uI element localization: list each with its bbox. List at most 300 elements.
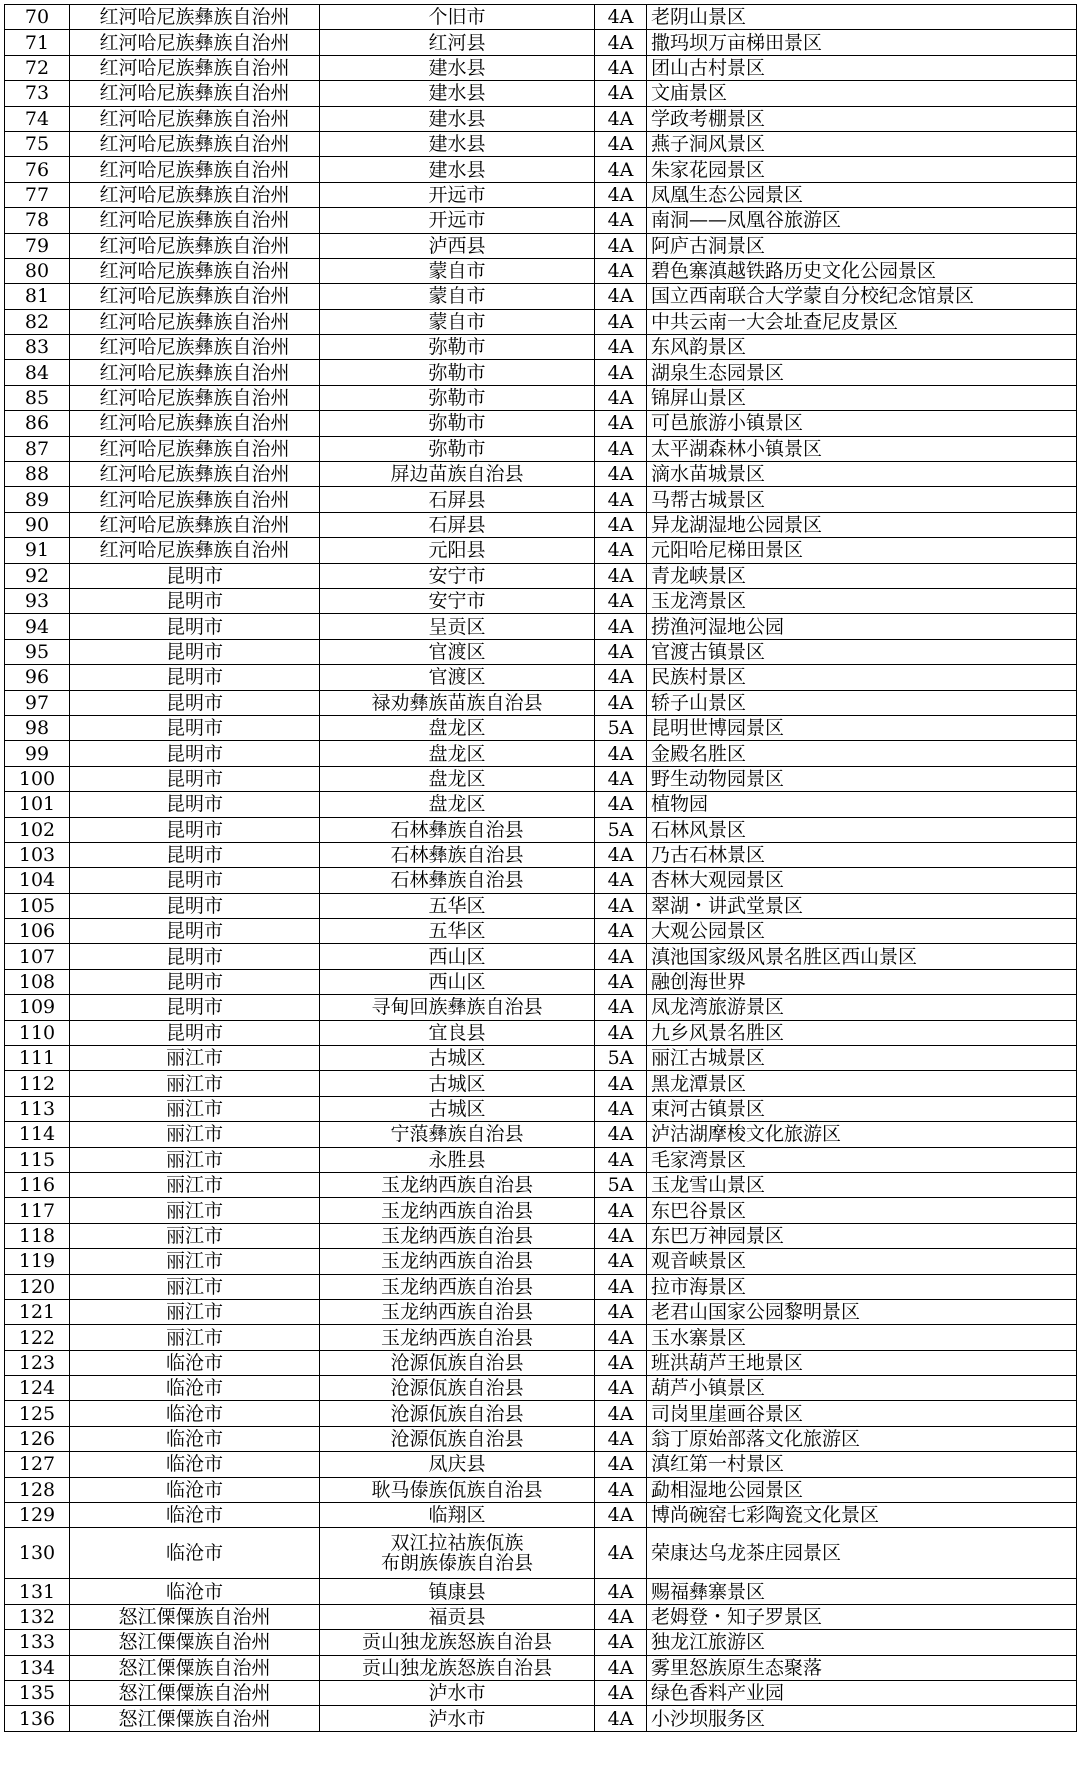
scenic-area-name-cell: 融创海世界 <box>647 969 1077 994</box>
prefecture-cell: 红河哈尼族彝族自治州 <box>70 233 320 258</box>
grade-cell: 4A <box>595 1198 647 1223</box>
table-row <box>5 639 1077 664</box>
grade-cell: 4A <box>595 1376 647 1401</box>
table-row <box>5 563 1077 588</box>
scenic-area-name-cell: 司岗里崖画谷景区 <box>647 1401 1077 1426</box>
grade-cell: 4A <box>595 893 647 918</box>
county-cell: 建水县 <box>320 81 595 106</box>
prefecture-cell: 临沧市 <box>70 1350 320 1375</box>
grade-cell: 4A <box>595 487 647 512</box>
scenic-area-name-cell: 观音峡景区 <box>647 1249 1077 1274</box>
prefecture-cell: 临沧市 <box>70 1477 320 1502</box>
scenic-area-name-cell: 大观公园景区 <box>647 919 1077 944</box>
prefecture-cell: 红河哈尼族彝族自治州 <box>70 157 320 182</box>
county-cell: 弥勒市 <box>320 360 595 385</box>
grade-cell: 4A <box>595 1147 647 1172</box>
scenic-area-name-cell: 九乡风景名胜区 <box>647 1020 1077 1045</box>
grade-cell: 4A <box>595 1122 647 1147</box>
prefecture-cell: 红河哈尼族彝族自治州 <box>70 55 320 80</box>
prefecture-cell: 丽江市 <box>70 1299 320 1324</box>
grade-cell: 4A <box>595 1299 647 1324</box>
table-row <box>5 1528 1077 1579</box>
row-number-cell: 134 <box>5 1655 70 1680</box>
prefecture-cell: 怒江傈僳族自治州 <box>70 1681 320 1706</box>
county-cell: 盘龙区 <box>320 715 595 740</box>
row-number-cell: 107 <box>5 944 70 969</box>
prefecture-cell: 红河哈尼族彝族自治州 <box>70 487 320 512</box>
row-number-cell: 117 <box>5 1198 70 1223</box>
county-cell: 镇康县 <box>320 1579 595 1604</box>
row-number-cell: 108 <box>5 969 70 994</box>
county-cell: 泸水市 <box>320 1681 595 1706</box>
county-cell: 宜良县 <box>320 1020 595 1045</box>
scenic-area-name-cell: 老姆登・知子罗景区 <box>647 1604 1077 1629</box>
table-row <box>5 792 1077 817</box>
county-cell: 泸水市 <box>320 1706 595 1731</box>
scenic-area-name-cell: 凤龙湾旅游景区 <box>647 995 1077 1020</box>
grade-cell: 4A <box>595 81 647 106</box>
row-number-cell: 102 <box>5 817 70 842</box>
grade-cell: 5A <box>595 817 647 842</box>
scenic-area-name-cell: 国立西南联合大学蒙自分校纪念馆景区 <box>647 284 1077 309</box>
grade-cell: 4A <box>595 1020 647 1045</box>
county-cell: 耿马傣族佤族自治县 <box>320 1477 595 1502</box>
grade-cell: 4A <box>595 741 647 766</box>
row-number-cell: 94 <box>5 614 70 639</box>
scenic-area-name-cell: 捞渔河湿地公园 <box>647 614 1077 639</box>
scenic-area-name-cell: 学政考棚景区 <box>647 106 1077 131</box>
row-number-cell: 127 <box>5 1452 70 1477</box>
county-cell: 玉龙纳西族自治县 <box>320 1249 595 1274</box>
grade-cell: 4A <box>595 512 647 537</box>
grade-cell: 4A <box>595 1604 647 1629</box>
county-cell: 宁蒗彝族自治县 <box>320 1122 595 1147</box>
prefecture-cell: 昆明市 <box>70 588 320 613</box>
county-cell: 玉龙纳西族自治县 <box>320 1325 595 1350</box>
row-number-cell: 89 <box>5 487 70 512</box>
county-cell: 玉龙纳西族自治县 <box>320 1299 595 1324</box>
scenic-area-name-cell: 滇池国家级风景名胜区西山景区 <box>647 944 1077 969</box>
grade-cell: 4A <box>595 1528 647 1579</box>
grade-cell: 4A <box>595 919 647 944</box>
scenic-area-name-cell: 玉水寨景区 <box>647 1325 1077 1350</box>
prefecture-cell: 丽江市 <box>70 1274 320 1299</box>
scenic-area-name-cell: 博尚碗窑七彩陶瓷文化景区 <box>647 1503 1077 1528</box>
table-row <box>5 1477 1077 1502</box>
prefecture-cell: 临沧市 <box>70 1528 320 1579</box>
grade-cell: 4A <box>595 1477 647 1502</box>
county-cell: 石屏县 <box>320 487 595 512</box>
table-row <box>5 665 1077 690</box>
grade-cell: 4A <box>595 1426 647 1451</box>
table-row <box>5 411 1077 436</box>
row-number-cell: 109 <box>5 995 70 1020</box>
table-row <box>5 868 1077 893</box>
prefecture-cell: 昆明市 <box>70 1020 320 1045</box>
grade-cell: 4A <box>595 1274 647 1299</box>
table-row <box>5 944 1077 969</box>
table-row <box>5 1299 1077 1324</box>
prefecture-cell: 红河哈尼族彝族自治州 <box>70 538 320 563</box>
row-number-cell: 93 <box>5 588 70 613</box>
county-cell: 开远市 <box>320 208 595 233</box>
table-row <box>5 1503 1077 1528</box>
county-cell: 石林彝族自治县 <box>320 842 595 867</box>
county-cell: 弥勒市 <box>320 335 595 360</box>
scenic-area-name-cell: 碧色寨滇越铁路历史文化公园景区 <box>647 258 1077 283</box>
scenic-area-name-cell: 雾里怒族原生态聚落 <box>647 1655 1077 1680</box>
county-cell: 建水县 <box>320 106 595 131</box>
row-number-cell: 86 <box>5 411 70 436</box>
grade-cell: 4A <box>595 1630 647 1655</box>
table-row <box>5 1426 1077 1451</box>
table-row <box>5 538 1077 563</box>
county-cell: 五华区 <box>320 893 595 918</box>
county-cell: 石林彝族自治县 <box>320 868 595 893</box>
prefecture-cell: 红河哈尼族彝族自治州 <box>70 258 320 283</box>
scenic-area-name-cell: 南洞——凤凰谷旅游区 <box>647 208 1077 233</box>
scenic-area-name-cell: 老阴山景区 <box>647 5 1077 30</box>
scenic-area-name-cell: 束河古镇景区 <box>647 1096 1077 1121</box>
county-cell: 弥勒市 <box>320 411 595 436</box>
prefecture-cell: 昆明市 <box>70 766 320 791</box>
prefecture-cell: 红河哈尼族彝族自治州 <box>70 411 320 436</box>
scenic-area-name-cell: 小沙坝服务区 <box>647 1706 1077 1731</box>
grade-cell: 5A <box>595 1172 647 1197</box>
row-number-cell: 123 <box>5 1350 70 1375</box>
row-number-cell: 114 <box>5 1122 70 1147</box>
county-cell: 寻甸回族彝族自治县 <box>320 995 595 1020</box>
prefecture-cell: 丽江市 <box>70 1198 320 1223</box>
grade-cell: 4A <box>595 182 647 207</box>
row-number-cell: 97 <box>5 690 70 715</box>
scenic-area-name-cell: 翠湖・讲武堂景区 <box>647 893 1077 918</box>
prefecture-cell: 红河哈尼族彝族自治州 <box>70 5 320 30</box>
county-cell: 开远市 <box>320 182 595 207</box>
county-cell: 贡山独龙族怒族自治县 <box>320 1630 595 1655</box>
scenic-area-name-cell: 拉市海景区 <box>647 1274 1077 1299</box>
row-number-cell: 70 <box>5 5 70 30</box>
prefecture-cell: 昆明市 <box>70 944 320 969</box>
scenic-area-table <box>4 4 1077 1732</box>
prefecture-cell: 红河哈尼族彝族自治州 <box>70 106 320 131</box>
county-cell: 元阳县 <box>320 538 595 563</box>
row-number-cell: 129 <box>5 1503 70 1528</box>
table-row <box>5 1350 1077 1375</box>
grade-cell: 4A <box>595 792 647 817</box>
grade-cell: 4A <box>595 1503 647 1528</box>
county-cell: 古城区 <box>320 1071 595 1096</box>
table-row <box>5 512 1077 537</box>
scenic-area-name-cell: 金殿名胜区 <box>647 741 1077 766</box>
row-number-cell: 78 <box>5 208 70 233</box>
prefecture-cell: 红河哈尼族彝族自治州 <box>70 462 320 487</box>
row-number-cell: 103 <box>5 842 70 867</box>
table-row <box>5 817 1077 842</box>
prefecture-cell: 红河哈尼族彝族自治州 <box>70 182 320 207</box>
table-row <box>5 842 1077 867</box>
row-number-cell: 121 <box>5 1299 70 1324</box>
grade-cell: 4A <box>595 462 647 487</box>
county-cell: 屏边苗族自治县 <box>320 462 595 487</box>
prefecture-cell: 昆明市 <box>70 792 320 817</box>
table-row <box>5 1655 1077 1680</box>
table-row <box>5 893 1077 918</box>
prefecture-cell: 昆明市 <box>70 665 320 690</box>
prefecture-cell: 红河哈尼族彝族自治州 <box>70 436 320 461</box>
grade-cell: 4A <box>595 208 647 233</box>
grade-cell: 4A <box>595 969 647 994</box>
row-number-cell: 79 <box>5 233 70 258</box>
table-row <box>5 233 1077 258</box>
prefecture-cell: 红河哈尼族彝族自治州 <box>70 30 320 55</box>
row-number-cell: 99 <box>5 741 70 766</box>
scenic-area-name-cell: 葫芦小镇景区 <box>647 1376 1077 1401</box>
scenic-area-name-cell: 玉龙雪山景区 <box>647 1172 1077 1197</box>
prefecture-cell: 昆明市 <box>70 919 320 944</box>
grade-cell: 4A <box>595 55 647 80</box>
scenic-area-name-cell: 黑龙潭景区 <box>647 1071 1077 1096</box>
table-row <box>5 919 1077 944</box>
prefecture-cell: 临沧市 <box>70 1401 320 1426</box>
table-row <box>5 106 1077 131</box>
table-row <box>5 1172 1077 1197</box>
scenic-area-name-cell: 荣康达乌龙茶庄园景区 <box>647 1528 1077 1579</box>
scenic-area-name-cell: 乃古石林景区 <box>647 842 1077 867</box>
scenic-area-name-cell: 毛家湾景区 <box>647 1147 1077 1172</box>
grade-cell: 4A <box>595 639 647 664</box>
prefecture-cell: 临沧市 <box>70 1376 320 1401</box>
prefecture-cell: 红河哈尼族彝族自治州 <box>70 81 320 106</box>
county-cell: 禄劝彝族苗族自治县 <box>320 690 595 715</box>
scenic-area-name-cell: 可邑旅游小镇景区 <box>647 411 1077 436</box>
county-cell: 蒙自市 <box>320 309 595 334</box>
table-row <box>5 1020 1077 1045</box>
grade-cell: 4A <box>595 1706 647 1731</box>
scenic-area-name-cell: 昆明世博园景区 <box>647 715 1077 740</box>
county-cell: 双江拉祜族佤族 布朗族傣族自治县 <box>320 1528 595 1579</box>
prefecture-cell: 红河哈尼族彝族自治州 <box>70 131 320 156</box>
row-number-cell: 115 <box>5 1147 70 1172</box>
scenic-area-name-cell: 老君山国家公园黎明景区 <box>647 1299 1077 1324</box>
scenic-area-name-cell: 野生动物园景区 <box>647 766 1077 791</box>
grade-cell: 5A <box>595 1046 647 1071</box>
scenic-area-name-cell: 东巴万神园景区 <box>647 1223 1077 1248</box>
row-number-cell: 71 <box>5 30 70 55</box>
prefecture-cell: 昆明市 <box>70 817 320 842</box>
row-number-cell: 80 <box>5 258 70 283</box>
row-number-cell: 74 <box>5 106 70 131</box>
county-cell: 福贡县 <box>320 1604 595 1629</box>
county-cell: 盘龙区 <box>320 741 595 766</box>
scenic-area-name-cell: 阿庐古洞景区 <box>647 233 1077 258</box>
table-row <box>5 1325 1077 1350</box>
row-number-cell: 81 <box>5 284 70 309</box>
grade-cell: 4A <box>595 335 647 360</box>
row-number-cell: 76 <box>5 157 70 182</box>
county-cell: 泸西县 <box>320 233 595 258</box>
scenic-area-name-cell: 凤凰生态公园景区 <box>647 182 1077 207</box>
grade-cell: 4A <box>595 360 647 385</box>
county-cell: 石林彝族自治县 <box>320 817 595 842</box>
row-number-cell: 118 <box>5 1223 70 1248</box>
grade-cell: 4A <box>595 5 647 30</box>
prefecture-cell: 昆明市 <box>70 563 320 588</box>
row-number-cell: 82 <box>5 309 70 334</box>
scenic-area-name-cell: 赐福彝寨景区 <box>647 1579 1077 1604</box>
prefecture-cell: 昆明市 <box>70 868 320 893</box>
row-number-cell: 96 <box>5 665 70 690</box>
county-cell: 贡山独龙族怒族自治县 <box>320 1655 595 1680</box>
prefecture-cell: 红河哈尼族彝族自治州 <box>70 208 320 233</box>
grade-cell: 4A <box>595 1071 647 1096</box>
table-row <box>5 81 1077 106</box>
scenic-area-name-cell: 绿色香料产业园 <box>647 1681 1077 1706</box>
grade-cell: 4A <box>595 690 647 715</box>
table-row <box>5 1249 1077 1274</box>
row-number-cell: 95 <box>5 639 70 664</box>
county-cell: 官渡区 <box>320 639 595 664</box>
row-number-cell: 111 <box>5 1046 70 1071</box>
row-number-cell: 131 <box>5 1579 70 1604</box>
county-cell: 沧源佤族自治县 <box>320 1401 595 1426</box>
scenic-area-name-cell: 滇红第一村景区 <box>647 1452 1077 1477</box>
table-row <box>5 157 1077 182</box>
county-cell: 西山区 <box>320 944 595 969</box>
scenic-area-name-cell: 异龙湖湿地公园景区 <box>647 512 1077 537</box>
scenic-area-name-cell: 杏林大观园景区 <box>647 868 1077 893</box>
scenic-area-name-cell: 青龙峡景区 <box>647 563 1077 588</box>
row-number-cell: 101 <box>5 792 70 817</box>
county-cell: 临翔区 <box>320 1503 595 1528</box>
grade-cell: 4A <box>595 106 647 131</box>
row-number-cell: 85 <box>5 385 70 410</box>
scenic-area-name-cell: 锦屏山景区 <box>647 385 1077 410</box>
table-row <box>5 1579 1077 1604</box>
row-number-cell: 91 <box>5 538 70 563</box>
prefecture-cell: 红河哈尼族彝族自治州 <box>70 284 320 309</box>
scenic-area-name-cell: 中共云南一大会址查尼皮景区 <box>647 309 1077 334</box>
scenic-area-name-cell: 翁丁原始部落文化旅游区 <box>647 1426 1077 1451</box>
table-row <box>5 55 1077 80</box>
grade-cell: 4A <box>595 157 647 182</box>
prefecture-cell: 临沧市 <box>70 1579 320 1604</box>
scenic-area-name-cell: 太平湖森林小镇景区 <box>647 436 1077 461</box>
table-row <box>5 385 1077 410</box>
county-cell: 建水县 <box>320 55 595 80</box>
row-number-cell: 90 <box>5 512 70 537</box>
table-row <box>5 1046 1077 1071</box>
grade-cell: 4A <box>595 944 647 969</box>
row-number-cell: 128 <box>5 1477 70 1502</box>
grade-cell: 4A <box>595 588 647 613</box>
table-row <box>5 1681 1077 1706</box>
row-number-cell: 84 <box>5 360 70 385</box>
table-row <box>5 588 1077 613</box>
grade-cell: 4A <box>595 766 647 791</box>
grade-cell: 4A <box>595 284 647 309</box>
scenic-area-name-cell: 丽江古城景区 <box>647 1046 1077 1071</box>
row-number-cell: 126 <box>5 1426 70 1451</box>
table-row <box>5 309 1077 334</box>
row-number-cell: 125 <box>5 1401 70 1426</box>
row-number-cell: 133 <box>5 1630 70 1655</box>
table-row <box>5 766 1077 791</box>
row-number-cell: 75 <box>5 131 70 156</box>
county-cell: 蒙自市 <box>320 284 595 309</box>
county-cell: 古城区 <box>320 1096 595 1121</box>
grade-cell: 4A <box>595 30 647 55</box>
grade-cell: 4A <box>595 436 647 461</box>
scenic-area-name-cell: 滴水苗城景区 <box>647 462 1077 487</box>
table-row <box>5 1198 1077 1223</box>
prefecture-cell: 昆明市 <box>70 715 320 740</box>
table-row <box>5 1706 1077 1731</box>
grade-cell: 4A <box>595 614 647 639</box>
scenic-area-name-cell: 植物园 <box>647 792 1077 817</box>
prefecture-cell: 丽江市 <box>70 1046 320 1071</box>
table-row <box>5 614 1077 639</box>
county-cell: 弥勒市 <box>320 385 595 410</box>
county-cell: 玉龙纳西族自治县 <box>320 1274 595 1299</box>
table-row <box>5 715 1077 740</box>
county-cell: 盘龙区 <box>320 766 595 791</box>
prefecture-cell: 红河哈尼族彝族自治州 <box>70 360 320 385</box>
county-cell: 建水县 <box>320 157 595 182</box>
prefecture-cell: 怒江傈僳族自治州 <box>70 1655 320 1680</box>
grade-cell: 4A <box>595 258 647 283</box>
row-number-cell: 116 <box>5 1172 70 1197</box>
table-row <box>5 1223 1077 1248</box>
grade-cell: 4A <box>595 538 647 563</box>
table-row <box>5 1122 1077 1147</box>
row-number-cell: 87 <box>5 436 70 461</box>
county-cell: 盘龙区 <box>320 792 595 817</box>
county-cell: 沧源佤族自治县 <box>320 1350 595 1375</box>
table-row <box>5 462 1077 487</box>
table-row <box>5 1071 1077 1096</box>
county-cell: 官渡区 <box>320 665 595 690</box>
prefecture-cell: 丽江市 <box>70 1096 320 1121</box>
prefecture-cell: 丽江市 <box>70 1172 320 1197</box>
grade-cell: 4A <box>595 1452 647 1477</box>
scenic-area-name-cell: 东风韵景区 <box>647 335 1077 360</box>
row-number-cell: 72 <box>5 55 70 80</box>
table-row <box>5 1630 1077 1655</box>
row-number-cell: 120 <box>5 1274 70 1299</box>
county-cell: 建水县 <box>320 131 595 156</box>
scenic-area-name-cell: 撒玛坝万亩梯田景区 <box>647 30 1077 55</box>
grade-cell: 4A <box>595 1325 647 1350</box>
prefecture-cell: 丽江市 <box>70 1122 320 1147</box>
row-number-cell: 130 <box>5 1528 70 1579</box>
grade-cell: 4A <box>595 1223 647 1248</box>
county-cell: 古城区 <box>320 1046 595 1071</box>
scenic-area-name-cell: 朱家花园景区 <box>647 157 1077 182</box>
prefecture-cell: 昆明市 <box>70 639 320 664</box>
prefecture-cell: 昆明市 <box>70 614 320 639</box>
scenic-area-name-cell: 湖泉生态园景区 <box>647 360 1077 385</box>
grade-cell: 4A <box>595 665 647 690</box>
scenic-area-name-cell: 独龙江旅游区 <box>647 1630 1077 1655</box>
county-cell: 玉龙纳西族自治县 <box>320 1198 595 1223</box>
table-row <box>5 258 1077 283</box>
prefecture-cell: 红河哈尼族彝族自治州 <box>70 309 320 334</box>
table-row <box>5 360 1077 385</box>
row-number-cell: 98 <box>5 715 70 740</box>
row-number-cell: 119 <box>5 1249 70 1274</box>
grade-cell: 4A <box>595 309 647 334</box>
